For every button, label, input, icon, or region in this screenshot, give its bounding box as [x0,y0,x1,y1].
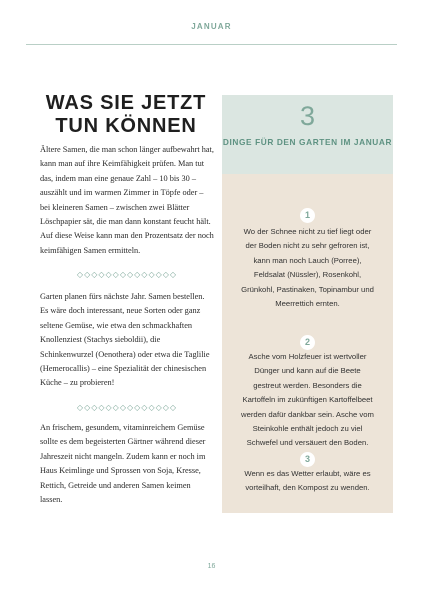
tips-box-header [222,95,393,174]
ornament-divider: ◇◇◇◇◇◇◇◇◇◇◇◇◇◇ [76,270,178,279]
tip-text: Asche vom Holzfeuer ist wertvoller Dünger und kann auf die Beete gestreut werden. Besonders die Kartoffeln im zukünftigen Kartoffelbeet werden dafür dankbar sein. Asche vom Steinkohle enthält jedoch zu viel Schwefel und versäuert den Boden. [241,352,374,448]
paragraph-sprouts [40,421,214,507]
paragraph-text: Garten planen fürs nächste Jahr. Samen bestellen. Es wäre doch interessant, neue Sorten oder ganz seltene Gemüse, wie etwa den schmackhaften Knollenziest (Stachys sieboldii), die Schinkenwurzel (Oenothera) oder etwa die Taglilie (Hemerocallis) – eine Spezialität der chinesischen Küche – zu probieren! [40,292,210,388]
paragraph-text: Ältere Samen, die man schon länger aufbewahrt hat, kann man auf ihre Keimfähigkeit prüfen. Man tut das, indem man eine genaue Zahl – 10 bis 30 – auszählt und im warmen Zimmer in Töpfe oder – bei kleineren Samen – zwischen zwei Blätter Löschpapier sät, die man dann konstant feucht hält. Auf diese Weise kann man den Prozentsatz der noch keimfähigen Samen ermitteln. [40,145,214,255]
tips-title: DINGE FÜR DEN GARTEN IM JANUAR [222,137,393,147]
page-number: 16 [207,563,216,570]
tip-number-badge: 3 [300,452,315,467]
tip-number-badge: 1 [300,208,315,223]
paragraph-text: An frischem, gesundem, vitaminreichem Gemüse sollte es dem begeisterten Gärtner während dieser Jahreszeit nicht mangeln. Zudem kann er noch im Haus Keimlinge und Sprossen von Soja, Kresse, Rettich, Getreide und anderen Samen keimen lassen. [40,423,206,505]
tip-text: Wenn es das Wetter erlaubt, wäre es vorteilhaft, den Kompost zu wenden. [244,469,371,493]
tip-number-badge: 2 [300,335,315,350]
page-title: WAS SIE JETZT TUN KÖNNEN [45,92,207,137]
chapter-header: JANUAR [191,22,232,31]
tips-box [222,95,393,513]
paragraph-garden-plan [40,290,214,391]
tip-text: Wo der Schnee nicht zu tief liegt oder der Boden nicht zu sehr gefroren ist, kann man noch Lauch (Porree), Feldsalat (Nüssler), Rosenkohl, Grünkohl, Pastinaken, Topinambur und Meerrettich ernten. [241,227,374,309]
ornament-divider: ◇◇◇◇◇◇◇◇◇◇◇◇◇◇ [76,403,178,412]
header-divider [26,44,397,45]
tips-count: 3 [299,101,316,131]
paragraph-seed-test [40,143,214,258]
